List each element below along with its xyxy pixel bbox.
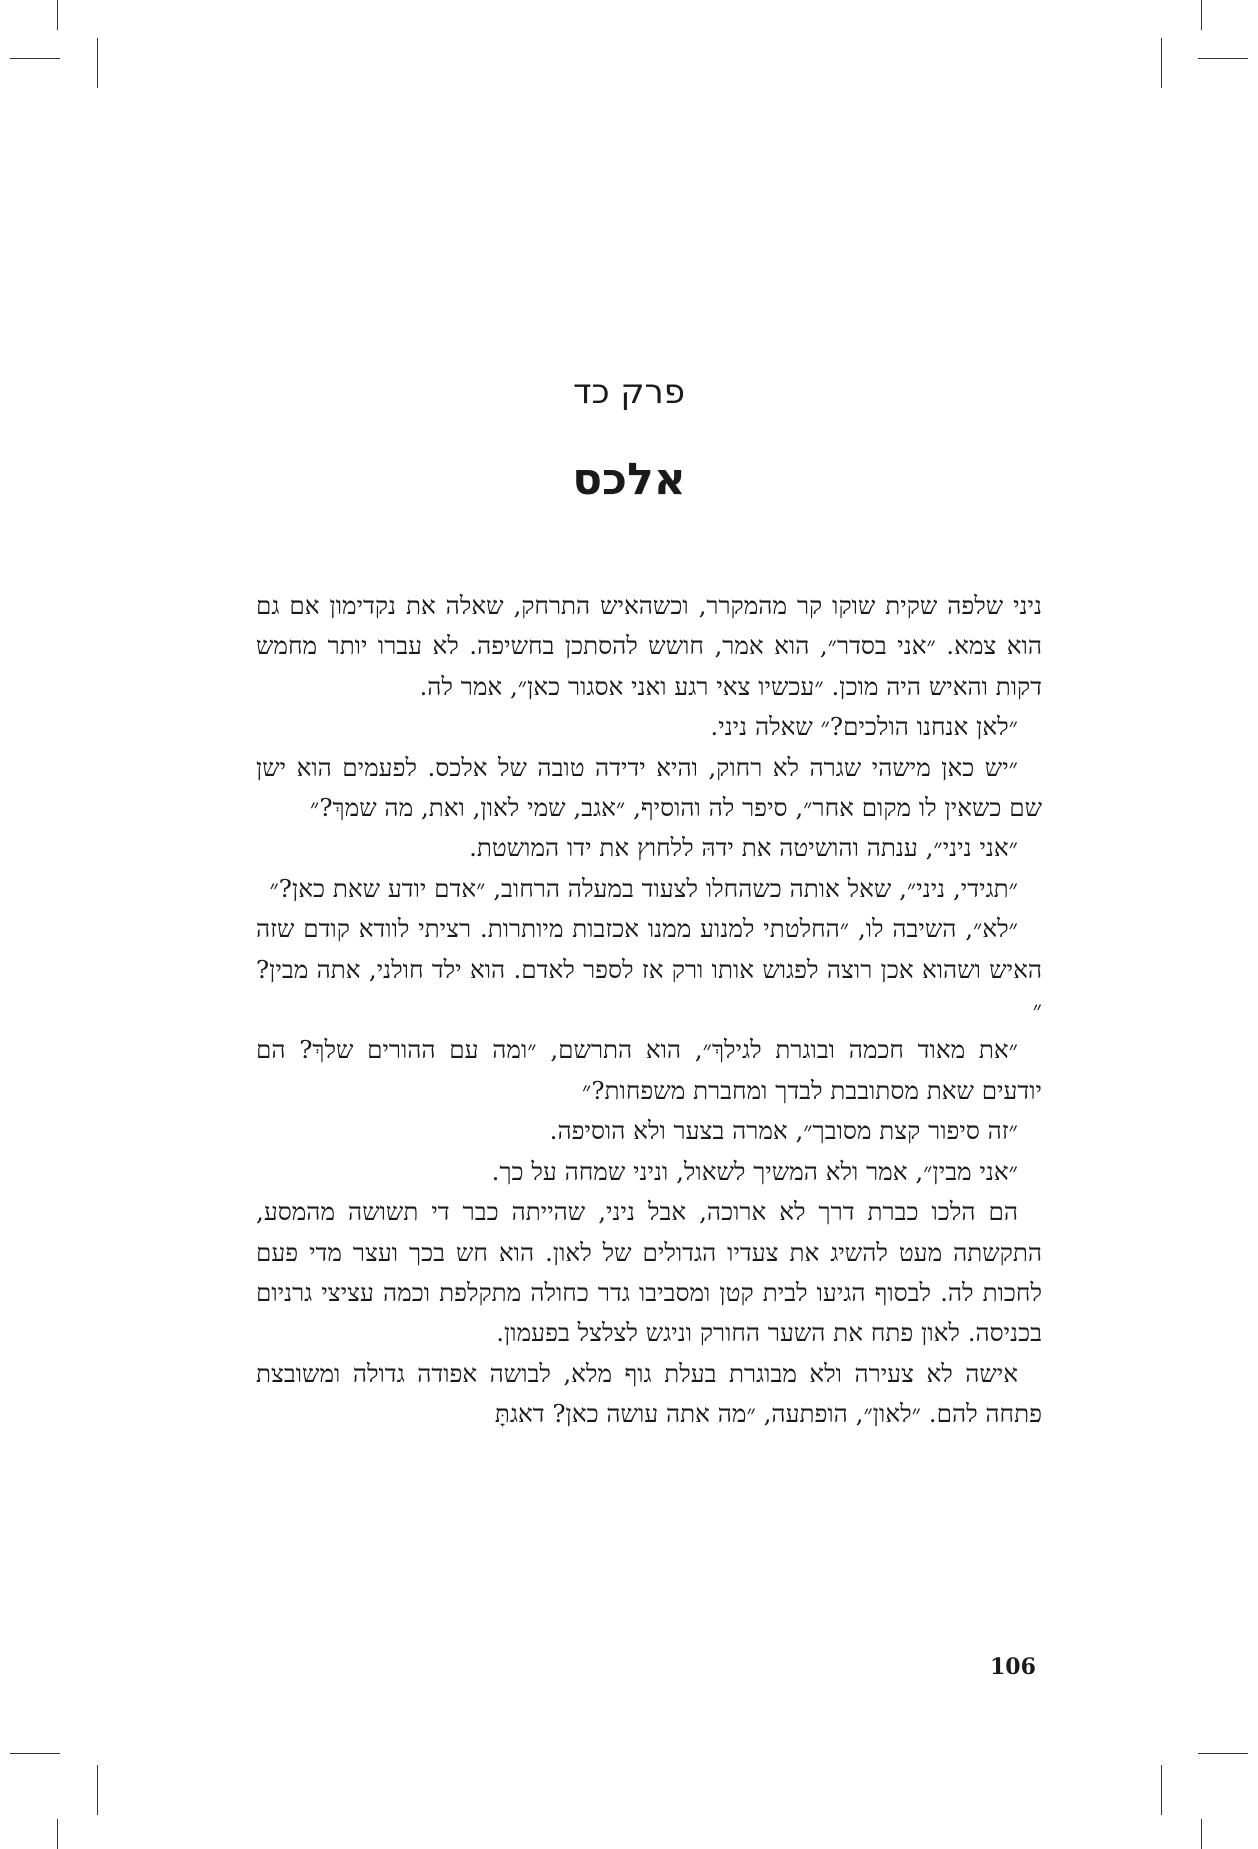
chapter-title: אלכס — [572, 454, 686, 505]
crop-mark-bottom-right-vertical-inner — [1201, 1819, 1202, 1849]
paragraph: ״אני ניני״, ענתה והושיטה את ידהּ ללחוץ את ידו המושטת. — [469, 833, 1018, 863]
paragraph: ״זה סיפור קצת מסובך״, אמרה בצער ולא הוסיפה. — [549, 1116, 1018, 1146]
crop-mark-top-right-vertical-inner — [1201, 0, 1202, 30]
crop-mark-bottom-left-vertical-inner — [57, 1819, 58, 1849]
crop-mark-bottom-left-vertical — [97, 1765, 98, 1815]
paragraph: ניני שלפה שקית שוקו קר מהמקרר, וכשהאיש התרחק, שאלה את נקדימון אם גם הוא צמא. ״אני בסדר״, הוא אמר, חושש להסתכן בחשיפה. לא עברו יותר מחמש דקות והאיש היה מוכן. ״עכשיו צאי רגע ואני אסגור כאן״, אמר לה. — [256, 591, 1042, 701]
paragraph: ״את מאוד חכמה ובוגרת לגילךְ״, הוא התרשם, ״ומה עם ההורים שלךְ? הם יודעים שאת מסתובבת לבדך ומחברת משפחות?״ — [256, 1035, 1042, 1105]
crop-mark-top-right-vertical — [1161, 38, 1162, 88]
page-number: 106 — [990, 1654, 1036, 1680]
crop-mark-top-left-vertical-inner — [57, 0, 58, 30]
paragraph: ״לא״, השיבה לו, ״החלטתי למנוע ממנו אכזבות מיותרות. רציתי לוודא קודם שזה האיש ושהוא אכן רוצה לפגוש אותו ורק אז לספר לאדם. הוא ילד חולני, אתה מבין?״ — [256, 914, 1042, 1025]
paragraph: ״אני מבין״, אמר ולא המשיך לשאול, וניני שמחה על כך. — [491, 1156, 1018, 1186]
paragraph: הם הלכו כברת דרך לא ארוכה, אבל ניני, שהייתה כבר די תשושה מהמסע, התקשתה מעט להשיג את צעדיו הגדולים של לאון. הוא חש בכך ועצר מדי פעם לחכות לה. לבסוף הגיעו לבית קטן ומסביבו גדר כחולה מתקלפת וכמה עציצי גרניום בכניסה. לאון פתח את השער החורק וניגש לצלצל בפעמון. — [256, 1197, 1042, 1348]
paragraph: ״תגידי, ניני״, שאל אותה כשהחלו לצעוד במעלה הרחוב, ״אדם יודע שאת כאן?״ — [269, 873, 1018, 903]
crop-mark-bottom-right-horizontal — [1198, 1753, 1248, 1754]
paragraph: אישה לא צעירה ולא מבוגרת בעלת גוף מלא, לבושה אפודה גדולה ומשובצת פתחה להם. ״לאון״, הופתעה, ״מה אתה עושה כאן? דאגתָּ — [256, 1358, 1042, 1429]
body-text — [256, 586, 1042, 1435]
crop-mark-top-right-horizontal — [1198, 58, 1248, 59]
paragraph: ״יש כאן מישהי שגרה לא רחוק, והיא ידידה טובה של אלכס. לפעמים הוא ישן שם כשאין לו מקום אחר״, סיפר לה והוסיף, ״אגב, שמי לאון, ואת, מה שמךְ?״ — [256, 752, 1042, 823]
crop-mark-top-left-vertical — [97, 38, 98, 88]
crop-mark-bottom-left-horizontal — [10, 1753, 60, 1754]
crop-mark-top-left-horizontal — [10, 58, 60, 59]
crop-mark-bottom-right-vertical — [1161, 1765, 1162, 1815]
paragraph: ״לאן אנחנו הולכים?״ שאלה ניני. — [710, 712, 1018, 742]
chapter-label: פרק כד — [573, 372, 685, 412]
